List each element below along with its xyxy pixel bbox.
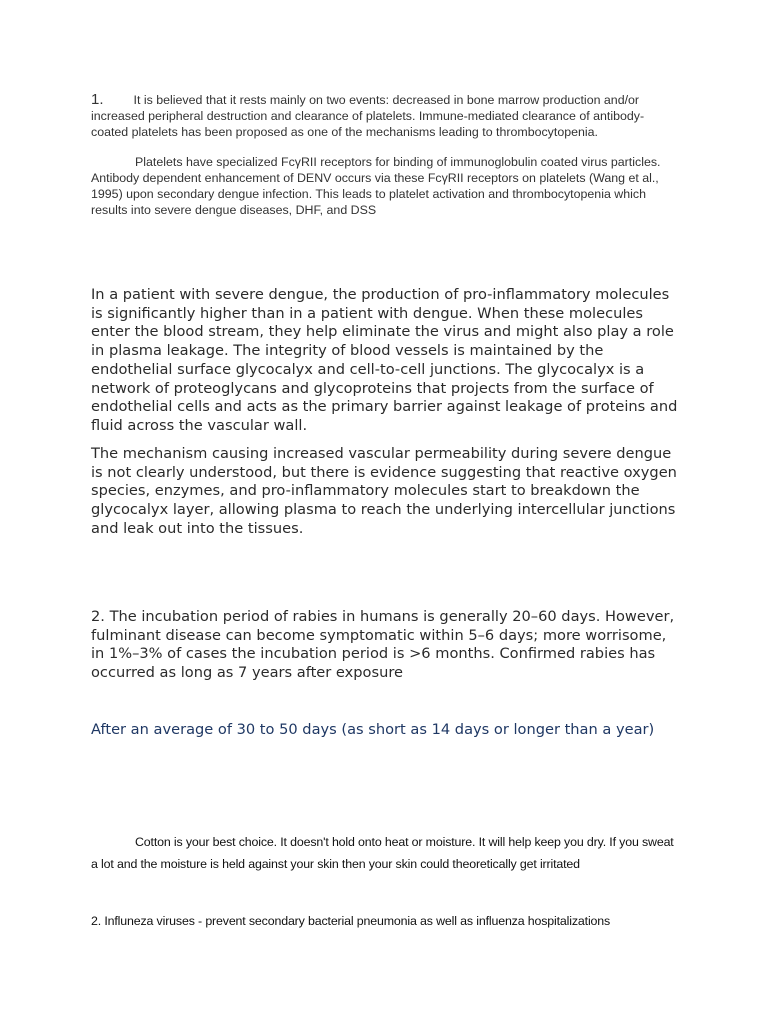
paragraph-text: It is believed that it rests mainly on two events: decreased in bone marrow production and/or increased peripheral destruction and clearance of platelets. Immune-mediated clearance of antibody-coated platelets has been proposed as one of the mechanisms leading to thrombocytopenia. (91, 93, 645, 139)
vascular-permeability-paragraph: The mechanism causing increased vascular permeability during severe dengue is not clearly understood, but there is evidence suggesting that reactive oxygen species, enzymes, and pro-inflammatory molecules start to breakdown the glycocalyx layer, allowing plasma to reach the underlying intercellular junctions and leak out into the tissues. (91, 445, 677, 537)
rabies-average-paragraph: After an average of 30 to 50 days (as short as 14 days or longer than a year) (91, 721, 655, 738)
paragraph-text: Platelets have specialized FcγRII receptors for binding of immunoglobulin coated virus particles. Antibody dependent enhancement of DENV occurs via these FcγRII receptors on platelets (Wang et al., 1995) upon secondary dengue infection. This leads to platelet activation and thrombocytopenia which results into severe dengue diseases, DHF, and DSS (91, 155, 661, 217)
dengue-inflammation-paragraph: In a patient with severe dengue, the production of pro-inflammatory molecules is significantly higher than in a patient with dengue. When these molecules enter the blood stream, they help eliminate the virus and might also play a role in plasma leakage. The integrity of blood vessels is maintained by the endothelial surface glycocalyx and cell-to-cell junctions. The glycocalyx is a network of proteoglycans and glycoproteins that projects from the surface of endothelial cells and acts as the primary barrier against leakage of proteins and fluid across the vascular wall. (91, 286, 678, 434)
item-number: 1. (91, 91, 104, 108)
dengue-platelet-paragraph-1 (91, 92, 681, 140)
influenza-paragraph: 2. Influneza viruses - prevent secondary bacterial pneumonia as well as influenza hospitalizations (91, 914, 611, 928)
paragraph-text: Cotton is your best choice. It doesn't hold onto heat or moisture. It will help keep you dry. If you sweat a lot and the moisture is held against your skin then your skin could theoretically get irritated (91, 835, 674, 871)
rabies-incubation-paragraph: 2. The incubation period of rabies in humans is generally 20–60 days. However, fulminant disease can become symptomatic within 5–6 days; more worrisome, in 1%–3% of cases the incubation period is >6 months. Confirmed rabies has occurred as long as 7 years after exposure (91, 608, 675, 682)
dengue-platelet-paragraph-2 (91, 154, 681, 218)
cotton-paragraph (91, 831, 681, 875)
